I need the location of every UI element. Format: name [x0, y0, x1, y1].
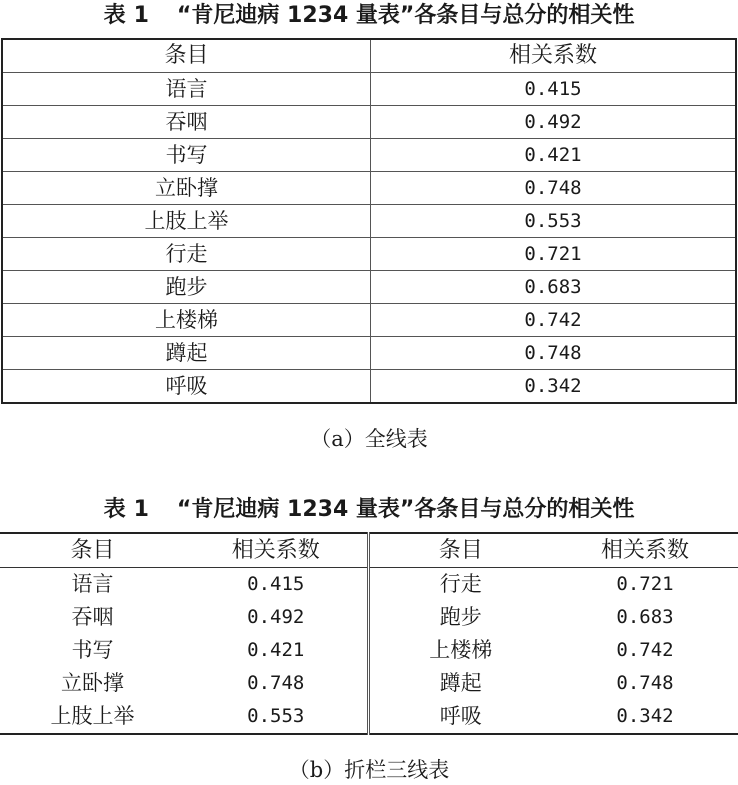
table-b-value-right-cell: 0.742: [616, 639, 674, 661]
table-a-item-cell: 上肢上举: [2, 205, 371, 238]
table-a-title-number: 1: [133, 3, 149, 28]
table-b-item-right-cell: 行走: [368, 568, 552, 602]
table-a-header-row: [2, 39, 736, 73]
table-b-value-left-cell: 0.421: [247, 639, 305, 661]
table-b-item-right-cell: 跑步: [368, 601, 552, 634]
table-b-value-left-cell: 0.553: [247, 705, 305, 727]
table-row: [2, 139, 736, 172]
table-b-body: [0, 568, 738, 735]
table-b-item-left-cell: 书写: [71, 638, 114, 662]
table-a-item-cell: 书写: [2, 139, 371, 172]
table-row: [0, 601, 738, 634]
table-b-title-label: 表: [103, 497, 126, 522]
table-a-caption: （a）全线表: [310, 427, 428, 451]
table-a-item-cell: 蹲起: [2, 337, 371, 370]
table-b-header-value-right: 相关系数: [552, 533, 738, 568]
table-a-item-cell: 语言: [2, 73, 371, 106]
table-b-value-left-cell: 0.492: [247, 606, 305, 628]
table-a-title-text: “肯尼迪病 1234 量表”各条目与总分的相关性: [176, 3, 635, 28]
table-b-title-text: “肯尼迪病 1234 量表”各条目与总分的相关性: [176, 497, 635, 522]
table-b-header-row: [0, 533, 738, 568]
table-a-value-cell: 0.683: [371, 271, 737, 304]
table-a-value-cell: 0.415: [371, 73, 737, 106]
table-row: [2, 172, 736, 205]
table-b-title-number: 1: [133, 497, 149, 522]
table-a-value-cell: 0.553: [371, 205, 737, 238]
table-b-item-right-cell: 蹲起: [368, 667, 552, 700]
table-b-header-item-left: 条目: [0, 533, 185, 568]
table-a-value-cell: 0.342: [371, 370, 737, 404]
table-a-item-cell: 立卧撑: [2, 172, 371, 205]
table-b-caption: （b）折栏三线表: [288, 758, 450, 782]
table-row: [2, 238, 736, 271]
table-row: [2, 370, 736, 404]
table-b-item-right-cell: 呼吸: [368, 700, 552, 734]
table-b-item-left-cell: 立卧撑: [61, 671, 124, 695]
table-a-item-cell: 上楼梯: [2, 304, 371, 337]
table-row: [2, 271, 736, 304]
table-a-body: [2, 73, 736, 404]
table-a-value-cell: 0.742: [371, 304, 737, 337]
split-three-line-table: [0, 532, 738, 735]
table-b-item-left-cell: 吞咽: [71, 605, 114, 629]
table-b-item-left-cell: 上肢上举: [50, 704, 135, 728]
table-a-item-cell: 呼吸: [2, 370, 371, 404]
table-a-item-cell: 吞咽: [2, 106, 371, 139]
table-b-item-left-cell: 语言: [71, 572, 114, 596]
table-a-value-cell: 0.421: [371, 139, 737, 172]
table-b-value-left-cell: 0.748: [247, 672, 305, 694]
table-b-value-left-cell: 0.415: [247, 573, 305, 595]
table-row: [0, 667, 738, 700]
table-a-item-cell: 行走: [2, 238, 371, 271]
table-a-value-cell: 0.748: [371, 172, 737, 205]
table-b-value-right-cell: 0.342: [616, 705, 674, 727]
table-row: [0, 700, 738, 734]
table-row: [2, 73, 736, 106]
table-row: [2, 106, 736, 139]
table-b-value-right-cell: 0.683: [616, 606, 674, 628]
table-row: [0, 568, 738, 602]
table-b-header-value-left: 相关系数: [185, 533, 368, 568]
table-row: [0, 634, 738, 667]
table-row: [2, 337, 736, 370]
full-line-table: [1, 38, 737, 404]
table-a-title-label: 表: [103, 3, 126, 28]
table-a-header-value: 相关系数: [371, 39, 737, 73]
table-a-title: [0, 1, 738, 31]
table-a-item-cell: 跑步: [2, 271, 371, 304]
table-a-value-cell: 0.748: [371, 337, 737, 370]
table-b-item-right-cell: 上楼梯: [368, 634, 552, 667]
table-b-title: [0, 495, 738, 525]
table-b-header-item-right: 条目: [368, 533, 552, 568]
table-a-value-cell: 0.492: [371, 106, 737, 139]
table-row: [2, 205, 736, 238]
table-a-header-item: 条目: [2, 39, 371, 73]
table-b-value-right-cell: 0.748: [616, 672, 674, 694]
table-b-value-right-cell: 0.721: [616, 573, 674, 595]
table-a-value-cell: 0.721: [371, 238, 737, 271]
table-row: [2, 304, 736, 337]
